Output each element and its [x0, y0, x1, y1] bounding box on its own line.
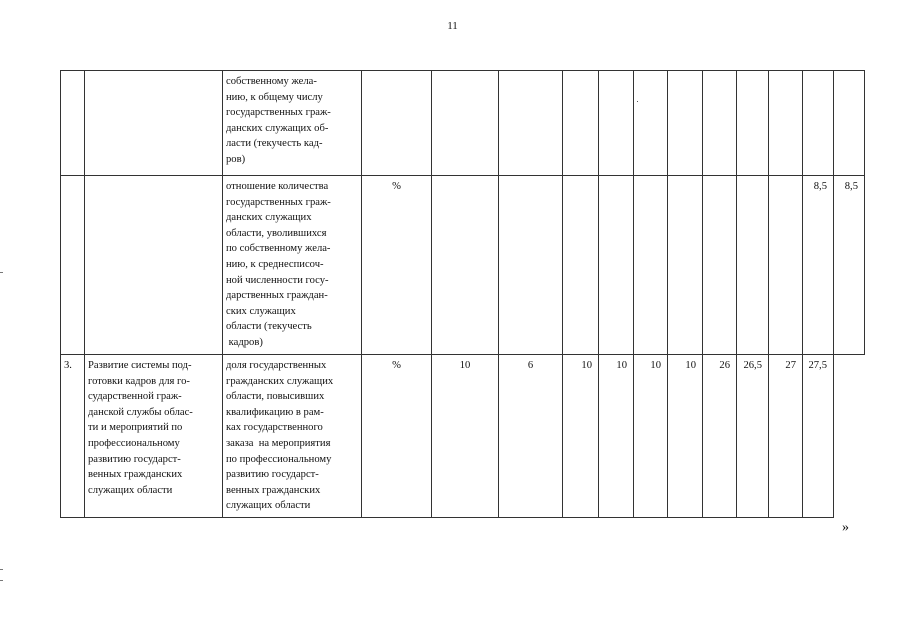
- margin-mark: [0, 580, 3, 581]
- unit-cell: %: [362, 176, 432, 355]
- indicator-cell: доля государственных гражданских служащих области, повысивших квалификацию в рам- ках государственного заказа на мероприятия по профессиональному развитию государст- венных гражданских служащих области: [223, 355, 362, 518]
- value-cell: [499, 71, 563, 176]
- value-cell: 26: [703, 355, 737, 518]
- value-cell: [834, 71, 865, 176]
- indicator-cell: отношение количества государственных граж- данских служащих области, уволившихся по собственному жела- нию, к среднесписоч- ной численности госу- дарственных граждан- ских служащих области (текучесть кадров): [223, 176, 362, 355]
- margin-mark: [0, 272, 3, 273]
- program-name-cell: [85, 71, 223, 176]
- value-cell: [668, 176, 703, 355]
- value-cell: [634, 71, 668, 176]
- value-cell: 26,5: [737, 355, 769, 518]
- scan-speck: [637, 101, 638, 102]
- row-number-cell: [61, 176, 85, 355]
- value-cell: [769, 176, 803, 355]
- value-cell: [803, 71, 834, 176]
- value-cell: 10: [634, 355, 668, 518]
- value-cell: 10: [563, 355, 599, 518]
- value-cell: [668, 71, 703, 176]
- value-cell: 10: [599, 355, 634, 518]
- value-cell: 8,5: [834, 176, 865, 355]
- value-cell: [737, 176, 769, 355]
- row-number-cell: 3.: [61, 355, 85, 518]
- value-cell: [499, 176, 563, 355]
- value-cell: [769, 71, 803, 176]
- value-cell: 27: [769, 355, 803, 518]
- program-name-cell: [85, 176, 223, 355]
- value-cell: [432, 176, 499, 355]
- table-row: [61, 355, 865, 518]
- value-cell: [703, 176, 737, 355]
- margin-mark: [0, 569, 3, 570]
- value-cell: 8,5: [803, 176, 834, 355]
- value-cell: [432, 71, 499, 176]
- value-cell: [634, 176, 668, 355]
- page-number: 11: [447, 20, 458, 32]
- unit-cell: %: [362, 355, 432, 518]
- value-cell: [703, 71, 737, 176]
- value-cell: [599, 176, 634, 355]
- table-row: [61, 71, 865, 176]
- table-row: [61, 176, 865, 355]
- value-cell: [737, 71, 769, 176]
- indicators-table: [60, 70, 865, 518]
- value-cell: 6: [499, 355, 563, 518]
- value-cell: 27,5: [803, 355, 834, 518]
- program-name-cell: Развитие системы под- готовки кадров для го- сударственной граж- данской службы облас- ти и мероприятий по профессиональному развитию государст- венных гражданских служащих области: [85, 355, 223, 518]
- value-cell: 10: [668, 355, 703, 518]
- unit-cell: [362, 71, 432, 176]
- row-number-cell: [61, 71, 85, 176]
- value-cell: [563, 71, 599, 176]
- value-cell: 10: [432, 355, 499, 518]
- closing-quote: »: [842, 520, 849, 535]
- indicator-cell: собственному жела- нию, к общему числу государственных граж- данских служащих об- ласти (текучесть кад- ров): [223, 71, 362, 176]
- value-cell: [599, 71, 634, 176]
- value-cell: [563, 176, 599, 355]
